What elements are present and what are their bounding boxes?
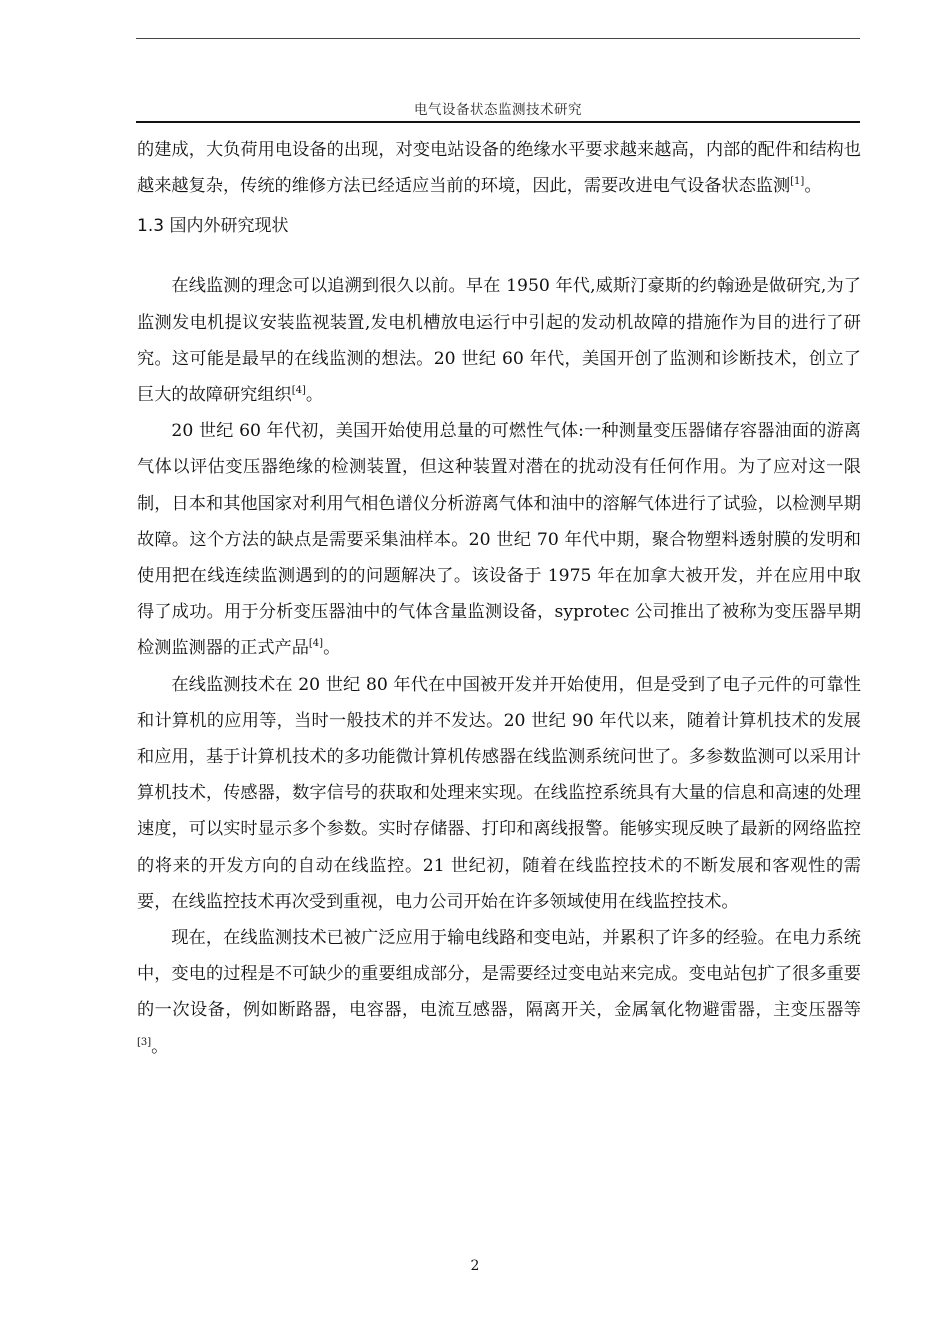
paragraph-text: 的建成，大负荷用电设备的出现，对变电站设备的绝缘水平要求越来越高，内部的配件和结构也越来越复杂，传统的维修方法已经适应当前的环境，因此，需要改进电气设备状态监测: [137, 140, 861, 197]
section-heading: 1.3 国内外研究现状: [137, 216, 289, 237]
running-header-title: 电气设备状态监测技术研究: [414, 102, 582, 118]
paragraph-end: 。: [804, 176, 822, 197]
paragraph-end: 。: [305, 385, 324, 406]
paragraph-history-1960s-70s: [137, 413, 861, 666]
citation-ref: [1]: [790, 176, 805, 188]
citation-ref: [4]: [291, 385, 306, 397]
intro-paragraph: [137, 132, 861, 204]
top-rule: [136, 38, 860, 39]
paragraph-history-1950s: [137, 268, 861, 413]
paragraph-end: 。: [151, 1036, 169, 1057]
paragraph-text: 现在，在线监测技术已被广泛应用于输电线路和变电站，并累积了许多的经验。在电力系统中，变电的过程是不可缺少的重要组成部分，是需要经过变电站来完成。变电站包扩了很多重要的一次设备，例如断路器，电容器，电流互感器，隔离开关，金属氧化物避雷器，主变压器等: [137, 928, 861, 1021]
paragraph-history-china: [137, 667, 861, 920]
paragraph-text: 在线监测的理念可以追溯到很久以前。早在 1950 年代,威斯汀豪斯的约翰逊是做研究,为了监测发电机提议安装监视装置,发电机槽放电运行中引起的发动机故障的措施作为目的进行了研究。这可能是最早的在线监测的想法。20 世纪 60 年代，美国开创了监测和诊断技术，创立了巨大的故障研究组织: [137, 276, 861, 406]
page-body: [137, 132, 861, 1065]
page-number: 2: [470, 1258, 480, 1274]
paragraph-current-status: [137, 920, 861, 1065]
citation-ref: [3]: [137, 1036, 152, 1048]
paragraph-end: 。: [323, 638, 341, 659]
header-rule: [136, 121, 860, 123]
paragraph-text: 20 世纪 60 年代初，美国开始使用总量的可燃性气体:一种测量变压器储存容器油面的游离气体以评估变压器绝缘的检测装置，但这种装置对潜在的扰动没有任何作用。为了应对这一限制，日本和其他国家对利用气相色谱仪分析游离气体和油中的溶解气体进行了试验，以检测早期故障。这个方法的缺点是需要采集油样本。20 世纪 70 年代中期，聚合物塑料透射膜的发明和使用把在线连续监测遇到的的问题解决了。该设备于 1975 年在加拿大被开发，并在应用中取得了成功。用于分析变压器油中的气体含量监测设备，syprotec 公司推出了被称为变压器早期检测监测器的正式产品: [137, 421, 861, 659]
paragraph-text: 在线监测技术在 20 世纪 80 年代在中国被开发并开始使用，但是受到了电子元件的可靠性和计算机的应用等，当时一般技术的并不发达。20 世纪 90 年代以来，随着计算机技术的发展和应用，基于计算机技术的多功能微计算机传感器在线监测系统问世了。多参数监测可以采用计算机技术，传感器，数字信号的获取和处理来实现。在线监控系统具有大量的信息和高速的处理速度，可以实时显示多个参数。实时存储器、打印和离线报警。能够实现反映了最新的网络监控的将来的开发方向的自动在线监控。21 世纪初，随着在线监控技术的不断发展和客观性的需要，在线监控技术再次受到重视，电力公司开始在许多领域使用在线监控技术。: [137, 674, 861, 912]
citation-ref: [4]: [308, 638, 324, 650]
